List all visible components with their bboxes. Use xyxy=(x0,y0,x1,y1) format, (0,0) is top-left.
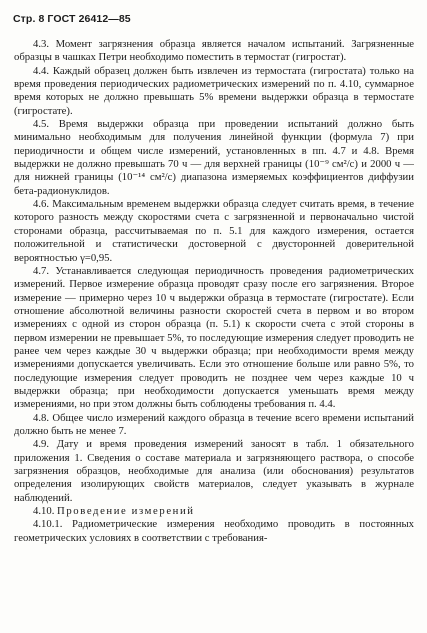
paragraph-4-4: 4.4. Каждый образец должен быть извлечен из термостата (гигростата) только на время проведения периодических радиометрических измерений по п. 4.10, суммарное время которых не должно превышать 5% времени выдержки образца в термостате (гигростате). xyxy=(14,64,414,117)
section-heading-4-10 xyxy=(14,505,414,518)
paragraph-4-10-1: 4.10.1. Радиометрические измерения необходимо проводить в постоянных геометрических условиях в соответствии с требования- xyxy=(14,518,414,544)
page-header: Стр. 8 ГОСТ 26412—85 xyxy=(13,13,131,25)
paragraph-4-9: 4.9. Дату и время проведения измерений заносят в табл. 1 обязательного приложения 1. Сведения о составе материала и загрязняющего раствора, о способе загрязнения образцов, необходимые для анализа (или обоснования) результатов определения изолирующих свойств материалов, следует указывать в журнале наблюдений. xyxy=(14,438,414,504)
paragraph-4-3: 4.3. Момент загрязнения образца является началом испытаний. Загрязненные образцы в чашках Петри необходимо поместить в термостат (гигростат). xyxy=(14,38,414,64)
section-title: Проведение измерений xyxy=(57,505,195,518)
paragraph-4-5: 4.5. Время выдержки образца при проведении испытаний должно быть минимально необходимым для получения линейной функции (формула 7) при периодичности и общем числе измерений, установленных в пп. 4.7 и 4.8. Время выдержки не должно превышать 70 ч — для верхней границы (10⁻⁹ см²/с) и 2000 ч — для нижней границы (10⁻¹⁴ см²/с) диапазона измеряемых коэффициентов диффузии бета-радионуклидов. xyxy=(14,118,414,197)
paragraph-4-8: 4.8. Общее число измерений каждого образца в течение всего времени испытаний должно быть не менее 7. xyxy=(14,411,414,437)
section-number: 4.10. xyxy=(33,505,55,518)
document-body xyxy=(14,38,414,545)
paragraph-4-7: 4.7. Устанавливается следующая периодичность проведения радиометрических измерений. Первое измерение образца проводят сразу после его загрязнения. Второе измерение — примерно через 10 ч выдержки образца в термостате (гигростате). Если отношение абсолютной величины разности скоростей счета в первом и во втором измерениях с одной из сторон образца (п. 5.1) к скорости счета с этой стороны в первом измерении не превышает 5%, то последующие измерения следует проводить не ранее чем через каждые 30 ч выдержки образца; при необходимости время между измерениями допускается увеличивать. Если это отношение больше или равно 5%, то последующие измерения следует проводить не позднее чем через каждые 10 ч выдержки образца; при необходимости допускается уменьшать время между измерениями, но при этом должны быть соблюдены требования п. 4.4. xyxy=(14,264,414,411)
paragraph-4-6: 4.6. Максимальным временем выдержки образца следует считать время, в течение которого разность между скоростями счета с загрязненной и первоначально чистой сторонами образца, рассчитываемая по п. 5.1 для каждого измерения, остается положительной и статистически достоверной с двусторонней доверительной вероятностью γ=0,95. xyxy=(14,198,414,264)
